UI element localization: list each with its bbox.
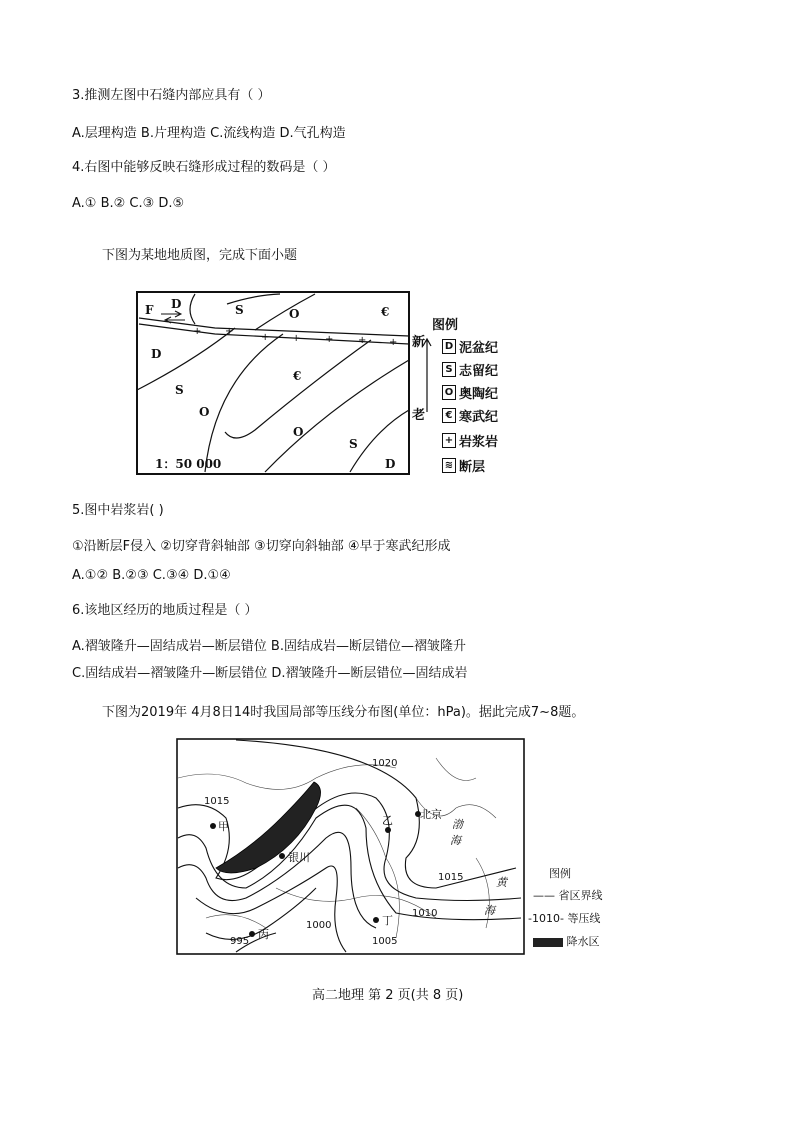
question-5-options: A.①② B.②③ C.③④ D.①④ xyxy=(72,568,231,583)
place-jia: 甲 xyxy=(218,820,229,833)
place-beijing: 北京 xyxy=(420,808,442,821)
place-yi: 乙 xyxy=(382,814,393,827)
svg-text:+: + xyxy=(225,326,234,337)
isobar-1020: 1020 xyxy=(372,758,398,769)
geology-map xyxy=(135,290,415,476)
intro-geology-map: 下图为某地地质图，完成下面小题 xyxy=(102,248,298,263)
label-O-bottom: O xyxy=(293,425,304,439)
svg-text:+: + xyxy=(358,335,367,346)
place-yinchuan: 银川 xyxy=(288,851,310,864)
label-D-left: D xyxy=(151,347,162,361)
place-ding: 丁 xyxy=(382,914,393,927)
axis-new: 新 xyxy=(412,335,426,350)
intro-isobar-map: 下图为2019年 4月8日14时我国局部等压线分布图(单位：hPa)。据此完成7~8题。 xyxy=(102,705,585,720)
question-6-options-cd: C.固结成岩—褶皱隆升—断层错位 D.褶皱隆升—断层错位—固结成岩 xyxy=(72,666,468,681)
legend-isobar: -1010- 等压线 xyxy=(528,912,601,925)
label-O-top: O xyxy=(289,307,300,321)
isobar-1015-west: 1015 xyxy=(204,796,230,807)
question-3-options: A.层理构造 B.片理构造 C.流线构造 D.气孔构造 xyxy=(72,126,346,141)
label-cambrian-mid: € xyxy=(293,369,302,383)
svg-text:+: + xyxy=(261,332,270,343)
isobar-1005: 1005 xyxy=(372,936,398,947)
legend-fault: ≋ 断层 xyxy=(442,456,485,475)
label-D-top: D xyxy=(171,297,182,311)
svg-text:+: + xyxy=(325,334,334,345)
question-3-stem: 3.推测左图中石缝内部应具有（ ） xyxy=(72,88,271,103)
sea-huang-1: 黄 xyxy=(496,876,507,889)
geology-legend-title: 图例 xyxy=(432,318,459,333)
question-6-stem: 6.该地区经历的地质过程是（ ） xyxy=(72,603,258,618)
axis-old: 老 xyxy=(412,408,426,423)
age-axis-arrow xyxy=(420,336,434,416)
label-S-top: S xyxy=(235,303,244,317)
legend-ordovician: O 奥陶纪 xyxy=(442,383,498,402)
map-scale: 1：50 000 xyxy=(155,457,222,471)
isobar-legend-title: 图例 xyxy=(549,867,571,880)
isobar-995: 995 xyxy=(230,936,250,947)
sea-bohai-2: 海 xyxy=(450,834,461,847)
legend-silurian: S 志留纪 xyxy=(442,360,498,379)
sea-huang-2: 海 xyxy=(484,904,495,917)
question-4-options: A.① B.② C.③ D.⑤ xyxy=(72,196,185,211)
page-footer: 高二地理 第 2 页(共 8 页) xyxy=(312,988,464,1003)
question-5-stem: 5.图中岩浆岩( ) xyxy=(72,503,164,518)
question-6-options-ab: A.褶皱隆升—固结成岩—断层错位 B.固结成岩—断层错位—褶皱隆升 xyxy=(72,639,466,654)
isobar-1015-east: 1015 xyxy=(438,872,464,883)
svg-text:+: + xyxy=(193,326,202,337)
isobar-1000: 1000 xyxy=(306,920,332,931)
svg-text:+: + xyxy=(389,337,398,348)
legend-province-boundary: —— 省区界线 xyxy=(533,889,603,902)
label-F: F xyxy=(145,303,154,317)
legend-precipitation: 降水区 xyxy=(533,934,600,950)
question-4-stem: 4.右图中能够反映石缝形成过程的数码是（ ） xyxy=(72,160,336,175)
legend-magmatic: + 岩浆岩 xyxy=(442,431,498,450)
label-O-left: O xyxy=(199,405,210,419)
legend-devonian: D 泥盆纪 xyxy=(442,337,498,356)
sea-bohai-1: 渤 xyxy=(452,818,463,831)
isobar-map xyxy=(176,738,526,956)
label-cambrian-top: € xyxy=(381,305,390,319)
label-S-left: S xyxy=(175,383,184,397)
svg-text:+: + xyxy=(292,333,301,344)
legend-cambrian: € 寒武纪 xyxy=(442,406,498,425)
label-D-bottom: D xyxy=(385,457,396,471)
isobar-1010: 1010 xyxy=(412,908,438,919)
question-5-items: ①沿断层F侵入 ②切穿背斜轴部 ③切穿向斜轴部 ④早于寒武纪形成 xyxy=(72,539,451,554)
place-bing: 丙 xyxy=(258,928,269,941)
label-S-bottom: S xyxy=(349,437,358,451)
